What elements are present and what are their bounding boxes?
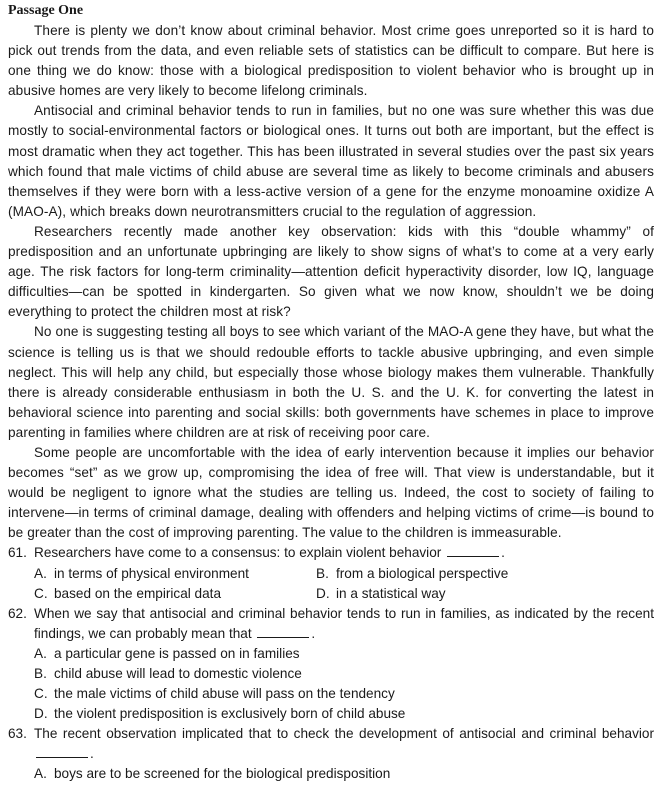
question-stem: The recent observation implicated that to check the development of antisocial and criminal behavior (34, 726, 654, 742)
option-letter: B. (34, 666, 47, 681)
option-text: in a statistical way (336, 585, 446, 601)
option-letter: D. (34, 706, 48, 722)
option-b (316, 564, 598, 584)
paragraph-4: No one is suggesting testing all boys to see which variant of the MAO-A gene they have, but what the science is telling us is that we should redouble efforts to tackle abusive upbringing, and even simple neglect. This will help any child, but especially those whose biology makes them vulnerable. Thankfully there is already considerable enthusiasm in both the U. S. and the U. K. for converting the latest in behavioral science into parenting and social skills: both governments have schemes in place to improve parenting in families where children are at risk of receiving poor care. (8, 324, 654, 440)
paragraph-1: There is plenty we don’t know about criminal behavior. Most crime goes unreported so it is hard to pick out trends from the data, and even reliable sets of statistics can be difficult to compare. But here is one thing we do know: those with a biological predisposition to violent behavior who is brought up in abusive homes are very likely to become lifelong criminals. (8, 23, 654, 99)
question-stem: When we say that antisocial and criminal behavior tends to run in families, as indicated by the recent findings, we can probably mean that (34, 605, 654, 641)
option-c (34, 584, 316, 604)
paragraph-5: Some people are uncomfortable with the idea of early intervention because it implies our behavior becomes “set” as we grow up, compromising the idea of free will. That view is understandable, but it would be negligent to ignore what the studies are telling us. Indeed, the cost to society of failing to intervene—in terms of criminal damage, dealing with offenders and helping victims of crime—is bound to be greater than the cost of improving parenting. The value to the children is immeasurable. (8, 444, 654, 541)
option-text: the male victims of child abuse will pass on the tendency (54, 686, 395, 702)
option-letter: C. (34, 585, 48, 601)
option-a (34, 564, 316, 584)
question-number: 61. (8, 545, 27, 561)
option-letter: B. (316, 565, 329, 581)
question-stem-end: . (311, 625, 316, 641)
option-letter: A. (34, 645, 47, 661)
paragraph-3: Researchers recently made another key observation: kids with this “double whammy” of predisposition and an unfortunate upbringing are likely to show signs of what’s to come at a very early age. The risk factors for long-term criminality—attention deficit hyperactivity disorder, low IQ, language difficulties—can be spotted in kindergarten. So given what we now know, shouldn’t we be doing everything to protect the children most at risk? (8, 223, 654, 320)
option-letter: C. (34, 686, 48, 702)
option-text: child abuse will lead to domestic violence (54, 666, 302, 681)
paragraph-2: Antisocial and criminal behavior tends to run in families, but no one was sure whether this was due mostly to social-environmental factors or biological ones. It turns out both are important, but the effect is most dramatic when they act together. This has been illustrated in several studies over the past six years which found that male victims of child abuse are several time as likely to become criminals and abusers themselves if they were born with a less-active version of a gene for the enzyme monoamine oxidize A (MAO-A), which breaks down neurotransmitters crucial to the regulation of aggression. (8, 103, 654, 219)
option-text: the violent predisposition is exclusively born of child abuse (54, 706, 406, 722)
question-number: 63. (8, 726, 27, 742)
question-stem-end: . (90, 746, 94, 762)
option-d (316, 584, 598, 604)
answer-blank (257, 625, 309, 638)
question-63 (8, 724, 654, 764)
question-61-options (8, 564, 654, 604)
question-61 (8, 543, 654, 563)
option-letter: A. (34, 565, 47, 581)
option-letter: A. (34, 766, 47, 782)
option-a (34, 644, 654, 664)
option-text: based on the empirical data (54, 585, 222, 601)
option-d (34, 704, 654, 724)
option-text: a particular gene is passed on in families (54, 645, 300, 661)
option-letter: D. (316, 585, 330, 601)
answer-blank (36, 745, 88, 758)
answer-blank (447, 544, 499, 557)
passage-title: Passage One (8, 3, 84, 18)
document-page (8, 0, 654, 785)
question-62 (8, 604, 654, 644)
option-text: boys are to be screened for the biological predisposition (54, 766, 391, 782)
question-stem: Researchers have come to a consensus: to explain violent behavior (34, 545, 442, 561)
option-b (34, 664, 654, 684)
question-62-options (8, 644, 654, 724)
question-stem-end: . (501, 545, 505, 561)
option-c (34, 684, 654, 704)
question-number: 62. (8, 605, 27, 621)
option-text: in terms of physical environment (54, 565, 249, 581)
option-text: from a biological perspective (336, 565, 509, 581)
